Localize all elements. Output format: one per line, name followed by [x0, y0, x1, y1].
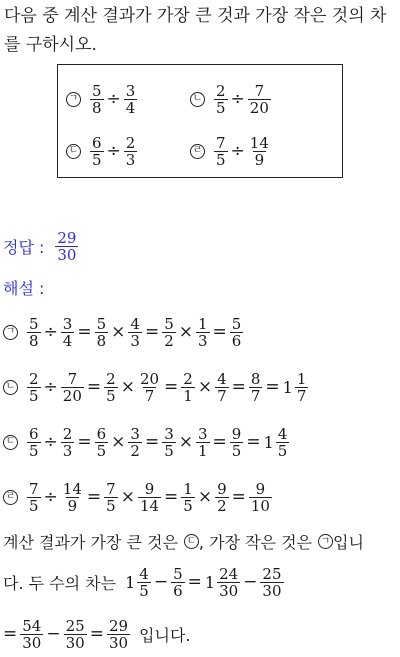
fraction: $\frac{2}{5}$ [216, 81, 226, 117]
solution-mark-3: ㄷ [3, 435, 18, 450]
solution-mark-4: ㄹ [3, 490, 18, 505]
fraction: $\frac{6}{5}$ [92, 133, 102, 169]
solution-label: 해설 : [3, 279, 45, 298]
answer-label: 정답 : [3, 237, 45, 257]
option-mark-1: ㄱ [66, 92, 81, 107]
solution-line-1: ㄱ $\frac{5}{8}$ ÷ $\frac{3}{4}$ = $\frac{5}{8}$ × $\frac{4}{3}$ = $\frac{5}{2}$ × $\frac{1}{3}$ = $\frac{5}{6}$ [3, 312, 244, 352]
fraction: $\frac{5}{8}$ [92, 81, 102, 117]
option-3: ㄷ $\frac{6}{5}$ ÷ $\frac{2}{3}$ [66, 135, 138, 167]
answer-fraction: $\frac{29}{30}$ [57, 228, 77, 264]
fraction: $\frac{14}{9}$ [249, 133, 269, 169]
options-box [57, 64, 343, 178]
solution-mark-2: ㄴ [3, 380, 18, 395]
answer-line [3, 226, 79, 266]
option-mark-4: ㄹ [190, 144, 205, 159]
option-2: ㄴ $\frac{2}{5}$ ÷ $\frac{7}{20}$ [190, 83, 272, 115]
circle-mark-ㄱ: ㄱ [318, 534, 333, 549]
option-1: ㄱ $\frac{5}{8}$ ÷ $\frac{3}{4}$ [66, 83, 138, 115]
circle-mark-ㄷ: ㄷ [184, 534, 199, 549]
solution-line-2: ㄴ $\frac{2}{5}$ ÷ $\frac{7}{20}$ = $\frac{2}{5}$ × $\frac{20}{7}$ = $\frac{2}{1}$ × $\frac{4}{7}$ = $\frac{8}{7}$ = 1 $\frac{1}{7}$ [3, 367, 309, 407]
final-line: = $\frac{54}{30}$ − $\frac{25}{30}$ = $\frac{29}{30}$ 입니다. [3, 616, 191, 652]
fraction: $\frac{2}{3}$ [125, 133, 136, 169]
question-text: 다음 중 계산 결과가 가장 큰 것과 가장 작은 것의 차를 구하시오. [4, 6, 387, 55]
conclusion-line-2: 다. 두 수의 차는 1 $\frac{4}{5}$ − $\frac{5}{6}$ = 1 $\frac{24}{30}$ − $\frac{25}{30}$ [3, 564, 282, 600]
option-mark-2: ㄴ [190, 92, 205, 107]
conclusion-line-1: 계산 결과가 가장 큰 것은 ㄷ , 가장 작은 것은 ㄱ 입니 [3, 533, 364, 552]
solution-line-4: ㄹ $\frac{7}{5}$ ÷ $\frac{14}{9}$ = $\frac{7}{5}$ × $\frac{9}{14}$ = $\frac{1}{5}$ × $\frac{9}{2}$ = $\frac{9}{10}$ [3, 477, 273, 517]
fraction: $\frac{7}{5}$ [216, 133, 226, 169]
option-mark-3: ㄷ [66, 144, 81, 159]
solution-line-3: ㄷ $\frac{6}{5}$ ÷ $\frac{2}{3}$ = $\frac{6}{5}$ × $\frac{3}{2}$ = $\frac{3}{5}$ × $\frac{3}{1}$ = $\frac{9}{5}$ = 1 $\frac{4}{5}$ [3, 422, 290, 462]
option-4: ㄹ $\frac{7}{5}$ ÷ $\frac{14}{9}$ [190, 135, 272, 167]
fraction: $\frac{7}{20}$ [249, 81, 269, 117]
solution-mark-1: ㄱ [3, 325, 18, 340]
fraction: $\frac{3}{4}$ [125, 81, 136, 117]
